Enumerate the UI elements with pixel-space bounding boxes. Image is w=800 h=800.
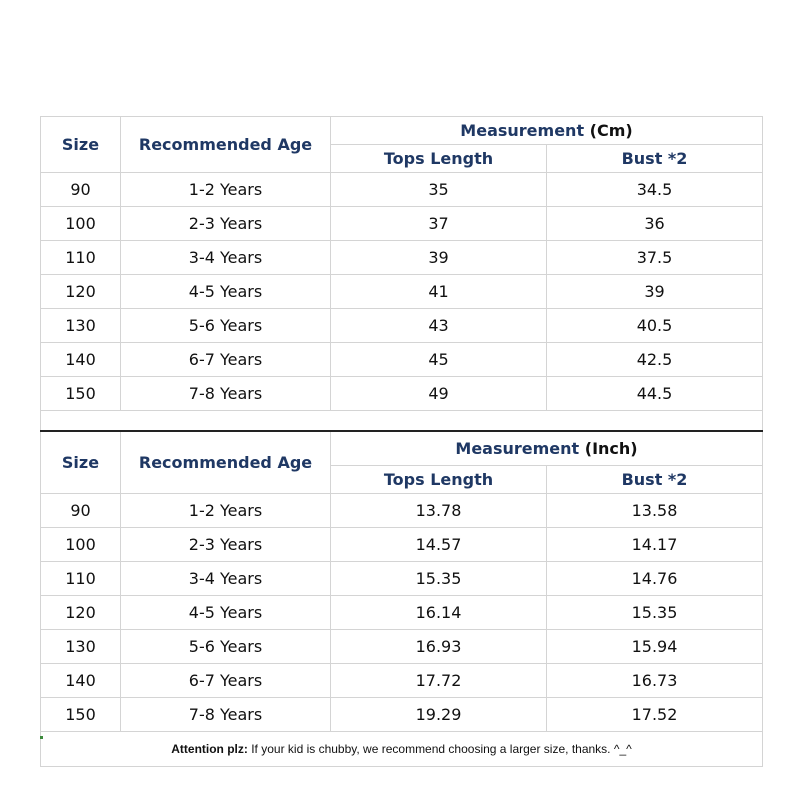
bust-cell: 15.94 [547, 629, 763, 663]
table-row [41, 173, 763, 207]
age-cell: 6-7 Years [121, 343, 331, 377]
inch-col-bust: Bust *2 [547, 465, 763, 493]
table-row [41, 697, 763, 731]
cm-col-bust: Bust *2 [547, 145, 763, 173]
table-row [41, 663, 763, 697]
size-cell: 130 [41, 309, 121, 343]
size-cell: 110 [41, 561, 121, 595]
inch-col-size: Size [41, 431, 121, 493]
table-row [41, 561, 763, 595]
size-cell: 110 [41, 241, 121, 275]
length-cell: 16.93 [331, 629, 547, 663]
inch-rows [41, 493, 763, 731]
inch-unit: (Inch) [584, 438, 638, 458]
section-spacer [41, 411, 763, 432]
age-cell: 6-7 Years [121, 663, 331, 697]
length-cell: 45 [331, 343, 547, 377]
length-cell: 35 [331, 173, 547, 207]
size-cell: 100 [41, 207, 121, 241]
inch-measurement-label: Measurement [455, 438, 580, 458]
bust-cell: 15.35 [547, 595, 763, 629]
size-cell: 100 [41, 527, 121, 561]
table-row [41, 493, 763, 527]
age-cell: 3-4 Years [121, 241, 331, 275]
note-label: Attention plz: [171, 741, 248, 756]
bust-cell: 37.5 [547, 241, 763, 275]
table-row [41, 309, 763, 343]
age-cell: 5-6 Years [121, 309, 331, 343]
note-text: If your kid is chubby, we recommend choosing a larger size, thanks. ^_^ [247, 741, 632, 756]
cm-col-age: Recommended Age [121, 117, 331, 173]
age-cell: 2-3 Years [121, 207, 331, 241]
table-row [41, 207, 763, 241]
inch-col-length: Tops Length [331, 465, 547, 493]
size-cell: 130 [41, 629, 121, 663]
length-cell: 43 [331, 309, 547, 343]
bust-cell: 14.17 [547, 527, 763, 561]
bust-cell: 42.5 [547, 343, 763, 377]
table-row [41, 595, 763, 629]
age-cell: 4-5 Years [121, 275, 331, 309]
bust-cell: 34.5 [547, 173, 763, 207]
age-cell: 1-2 Years [121, 173, 331, 207]
bust-cell: 14.76 [547, 561, 763, 595]
attention-note [41, 731, 763, 766]
note-row [41, 731, 763, 766]
length-cell: 15.35 [331, 561, 547, 595]
age-cell: 2-3 Years [121, 527, 331, 561]
length-cell: 19.29 [331, 697, 547, 731]
bust-cell: 17.52 [547, 697, 763, 731]
length-cell: 49 [331, 377, 547, 411]
bust-cell: 13.58 [547, 493, 763, 527]
size-chart [40, 116, 762, 767]
size-cell: 150 [41, 697, 121, 731]
length-cell: 14.57 [331, 527, 547, 561]
cm-header-row [41, 117, 763, 145]
cm-col-length: Tops Length [331, 145, 547, 173]
table-row [41, 377, 763, 411]
age-cell: 3-4 Years [121, 561, 331, 595]
size-cell: 150 [41, 377, 121, 411]
table-row [41, 629, 763, 663]
bust-cell: 44.5 [547, 377, 763, 411]
cm-measurement-label: Measurement [460, 121, 585, 140]
size-table [40, 116, 763, 767]
age-cell: 7-8 Years [121, 377, 331, 411]
inch-measurement-header [331, 431, 763, 465]
table-row [41, 527, 763, 561]
size-cell: 90 [41, 493, 121, 527]
bust-cell: 16.73 [547, 663, 763, 697]
size-cell: 120 [41, 595, 121, 629]
size-cell: 120 [41, 275, 121, 309]
table-row [41, 275, 763, 309]
table-row [41, 343, 763, 377]
size-cell: 90 [41, 173, 121, 207]
length-cell: 13.78 [331, 493, 547, 527]
age-cell: 7-8 Years [121, 697, 331, 731]
inch-col-age: Recommended Age [121, 431, 331, 493]
table-row [41, 241, 763, 275]
size-cell: 140 [41, 343, 121, 377]
bust-cell: 40.5 [547, 309, 763, 343]
length-cell: 41 [331, 275, 547, 309]
bust-cell: 36 [547, 207, 763, 241]
age-cell: 4-5 Years [121, 595, 331, 629]
length-cell: 16.14 [331, 595, 547, 629]
age-cell: 1-2 Years [121, 493, 331, 527]
length-cell: 17.72 [331, 663, 547, 697]
cm-col-size: Size [41, 117, 121, 173]
age-cell: 5-6 Years [121, 629, 331, 663]
length-cell: 39 [331, 241, 547, 275]
inch-header-row [41, 431, 763, 465]
cm-rows [41, 173, 763, 411]
bust-cell: 39 [547, 275, 763, 309]
size-cell: 140 [41, 663, 121, 697]
length-cell: 37 [331, 207, 547, 241]
cell-marker [40, 736, 43, 739]
cm-measurement-header [331, 117, 763, 145]
cm-unit: (Cm) [589, 121, 633, 140]
